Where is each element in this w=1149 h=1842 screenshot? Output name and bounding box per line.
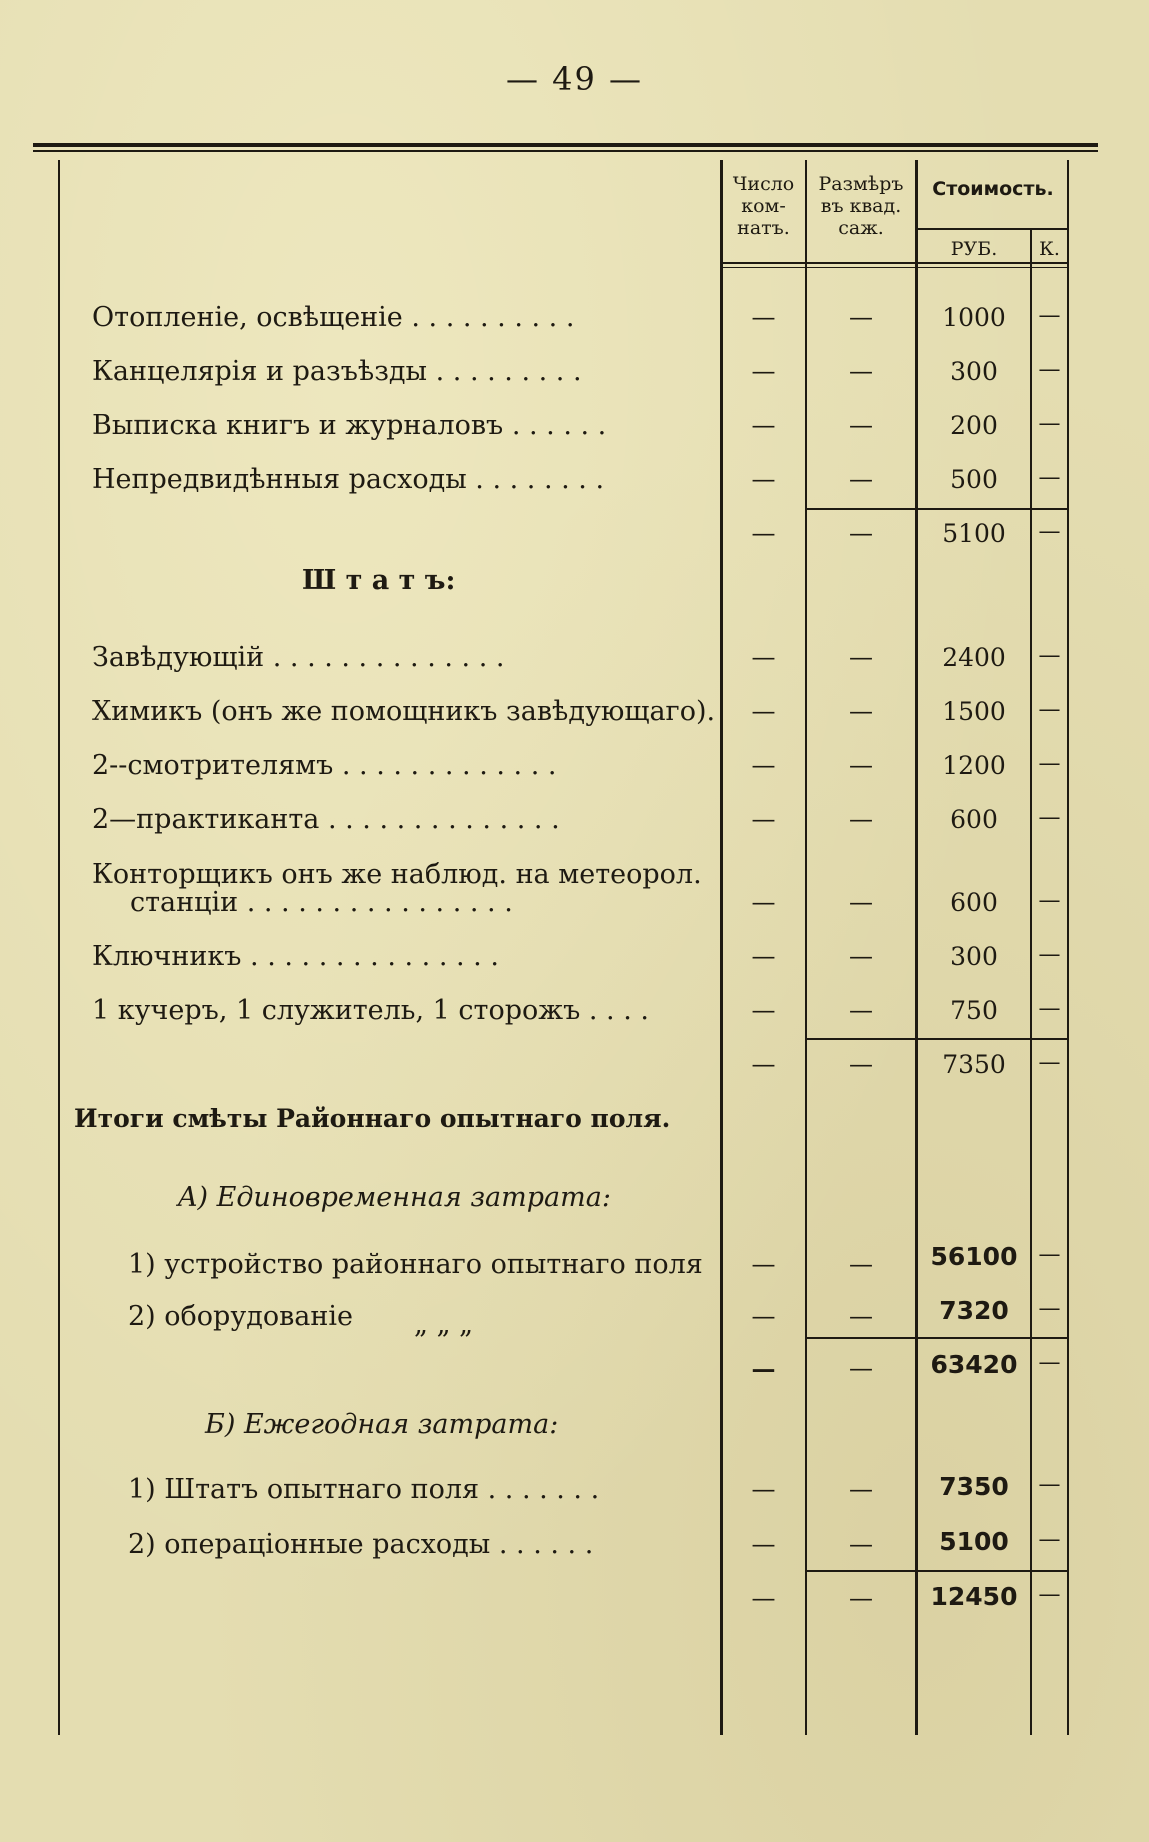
row-keykeeper-rooms: — — [751, 942, 776, 970]
row-books-label: Выписка книгъ и журналовъ . . . . . . — [92, 410, 607, 441]
header-size: Размѣръ въ квад. саж. — [818, 173, 904, 239]
row-coachman-rub: 750 — [950, 996, 998, 1025]
row-b1-rooms: — — [751, 1475, 776, 1503]
subtotal-b-size: — — [849, 1584, 873, 1612]
row-coachman-kop: — — [1038, 996, 1061, 1021]
row-a2-label: 2) оборудованіе — [128, 1301, 354, 1332]
row-manager-label: Завѣдующій . . . . . . . . . . . . . . — [92, 642, 505, 673]
kop-column-line — [1030, 230, 1032, 1735]
header-rooms: Число ком- натъ. — [732, 173, 795, 239]
row-unforeseen-rub: 500 — [950, 465, 998, 494]
section-a-heading: A) Единовременная затрата: — [178, 1182, 611, 1213]
row-keepers-rub: 1200 — [942, 751, 1006, 780]
row-keykeeper-label: Ключникъ . . . . . . . . . . . . . . . — [92, 941, 499, 972]
row-clerk-kop: — — [1038, 888, 1061, 913]
row-b1-label: 1) Штатъ опытнаго поля . . . . . . . — [128, 1474, 600, 1505]
row-manager-size: — — [849, 643, 873, 671]
header-rub: РУБ. — [950, 238, 998, 260]
row-heating-kop: — — [1038, 303, 1061, 328]
header-cost: Стоимость. — [932, 178, 1054, 200]
row-books-rooms: — — [751, 411, 776, 439]
row-b2-size: — — [849, 1530, 873, 1558]
row-keepers-label: 2--смотрителямъ . . . . . . . . . . . . . — [92, 750, 557, 781]
header-bottom-rule — [723, 262, 1068, 264]
subtotal2-rooms: — — [751, 1050, 776, 1078]
section-b-heading: Б) Ежегодная затрата: — [205, 1409, 559, 1440]
row-keykeeper-kop: — — [1038, 942, 1061, 967]
subtotal-a-rooms: — — [751, 1354, 776, 1383]
subtotal1-rule — [806, 508, 1068, 510]
row-chemist-rooms: — — [751, 697, 776, 725]
subtotal2-rub: 7350 — [942, 1050, 1006, 1079]
subtotal2-kop: — — [1038, 1050, 1061, 1075]
row-manager-kop: — — [1038, 643, 1061, 668]
row-a1-label: 1) устройство районнаго опытнаго поля — [128, 1249, 703, 1280]
row-a2-ditto: „ „ „ — [414, 1309, 474, 1340]
subtotal-b-rooms: — — [751, 1584, 776, 1612]
row-a2-size: — — [849, 1302, 873, 1330]
row-heating-label: Отопленіе, освѣщеніе . . . . . . . . . . — [92, 302, 575, 333]
row-heating-rub: 1000 — [942, 303, 1006, 332]
row-b2-label: 2) операціонные расходы . . . . . . — [128, 1529, 594, 1560]
row-b2-rooms: — — [751, 1530, 776, 1558]
row-keepers-rooms: — — [751, 751, 776, 779]
header-cost-rule — [918, 228, 1068, 230]
row-office-rooms: — — [751, 357, 776, 385]
subtotal-a-rule — [806, 1337, 1068, 1339]
row-keykeeper-rub: 300 — [950, 942, 998, 971]
row-unforeseen-rooms: — — [751, 465, 776, 493]
row-office-size: — — [849, 357, 873, 385]
row-b2-kop: — — [1038, 1527, 1061, 1552]
row-clerk-label-line1: Конторщикъ онъ же наблюд. на метеорол. — [92, 859, 702, 890]
row-b2-rub: 5100 — [939, 1527, 1009, 1556]
subtotal-b-rub: 12450 — [930, 1582, 1018, 1611]
subtotal1-rooms: — — [751, 519, 776, 547]
row-clerk-rub: 600 — [950, 888, 998, 917]
row-a2-kop: — — [1038, 1296, 1061, 1321]
totals-title: Итоги смѣты Районнаго опытнаго поля. — [74, 1104, 671, 1133]
row-keepers-kop: — — [1038, 751, 1061, 776]
row-clerk-label-line2: станціи . . . . . . . . . . . . . . . . — [130, 887, 513, 918]
row-manager-rooms: — — [751, 643, 776, 671]
staff-heading: Ш т а т ъ: — [302, 565, 456, 596]
row-trainees-rub: 600 — [950, 805, 998, 834]
row-keepers-size: — — [849, 751, 873, 779]
row-unforeseen-kop: — — [1038, 465, 1061, 490]
subtotal1-size: — — [849, 519, 873, 547]
header-bottom-rule-2 — [723, 267, 1068, 268]
row-b1-size: — — [849, 1475, 873, 1503]
row-coachman-label: 1 кучеръ, 1 служитель, 1 сторожъ . . . . — [92, 995, 649, 1026]
row-office-rub: 300 — [950, 357, 998, 386]
row-b1-rub: 7350 — [939, 1472, 1009, 1501]
row-a1-rub: 56100 — [930, 1242, 1018, 1271]
row-chemist-label: Химикъ (онъ же помощникъ завѣдующаго). — [92, 696, 716, 727]
row-books-rub: 200 — [950, 411, 998, 440]
row-office-kop: — — [1038, 357, 1061, 382]
row-unforeseen-size: — — [849, 465, 873, 493]
top-rule-thin — [33, 150, 1098, 152]
row-trainees-label: 2—практиканта . . . . . . . . . . . . . . — [92, 804, 560, 835]
row-coachman-size: — — [849, 996, 873, 1024]
row-heating-rooms: — — [751, 303, 776, 331]
subtotal1-rub: 5100 — [942, 519, 1006, 548]
row-trainees-size: — — [849, 805, 873, 833]
top-rule-thick — [33, 143, 1098, 147]
subtotal-b-rule — [806, 1570, 1068, 1572]
subtotal-a-kop: — — [1038, 1350, 1061, 1375]
row-clerk-size: — — [849, 888, 873, 916]
page-number: — 49 — — [505, 60, 644, 98]
row-books-size: — — [849, 411, 873, 439]
row-trainees-rooms: — — [751, 805, 776, 833]
subtotal2-rule — [806, 1038, 1068, 1040]
row-keykeeper-size: — — [849, 942, 873, 970]
row-manager-rub: 2400 — [942, 643, 1006, 672]
row-unforeseen-label: Непредвидѣнныя расходы . . . . . . . . — [92, 464, 605, 495]
row-a1-kop: — — [1038, 1242, 1061, 1267]
row-coachman-rooms: — — [751, 996, 776, 1024]
subtotal-a-rub: 63420 — [930, 1350, 1018, 1379]
row-office-label: Канцелярія и разъѣзды . . . . . . . . . — [92, 356, 582, 387]
row-books-kop: — — [1038, 411, 1061, 436]
row-a1-rooms: — — [751, 1250, 776, 1278]
row-chemist-rub: 1500 — [942, 697, 1006, 726]
row-heating-size: — — [849, 303, 873, 331]
row-chemist-kop: — — [1038, 697, 1061, 722]
subtotal-a-size: — — [849, 1354, 873, 1382]
header-kop: К. — [1039, 238, 1060, 260]
left-border-line — [58, 160, 60, 1735]
row-clerk-rooms: — — [751, 888, 776, 916]
row-a2-rooms: — — [751, 1302, 776, 1330]
subtotal2-size: — — [849, 1050, 873, 1078]
row-b1-kop: — — [1038, 1472, 1061, 1497]
subtotal-b-kop: — — [1038, 1582, 1061, 1607]
row-a1-size: — — [849, 1250, 873, 1278]
row-chemist-size: — — [849, 697, 873, 725]
row-trainees-kop: — — [1038, 805, 1061, 830]
subtotal1-kop: — — [1038, 519, 1061, 544]
row-a2-rub: 7320 — [939, 1296, 1009, 1325]
